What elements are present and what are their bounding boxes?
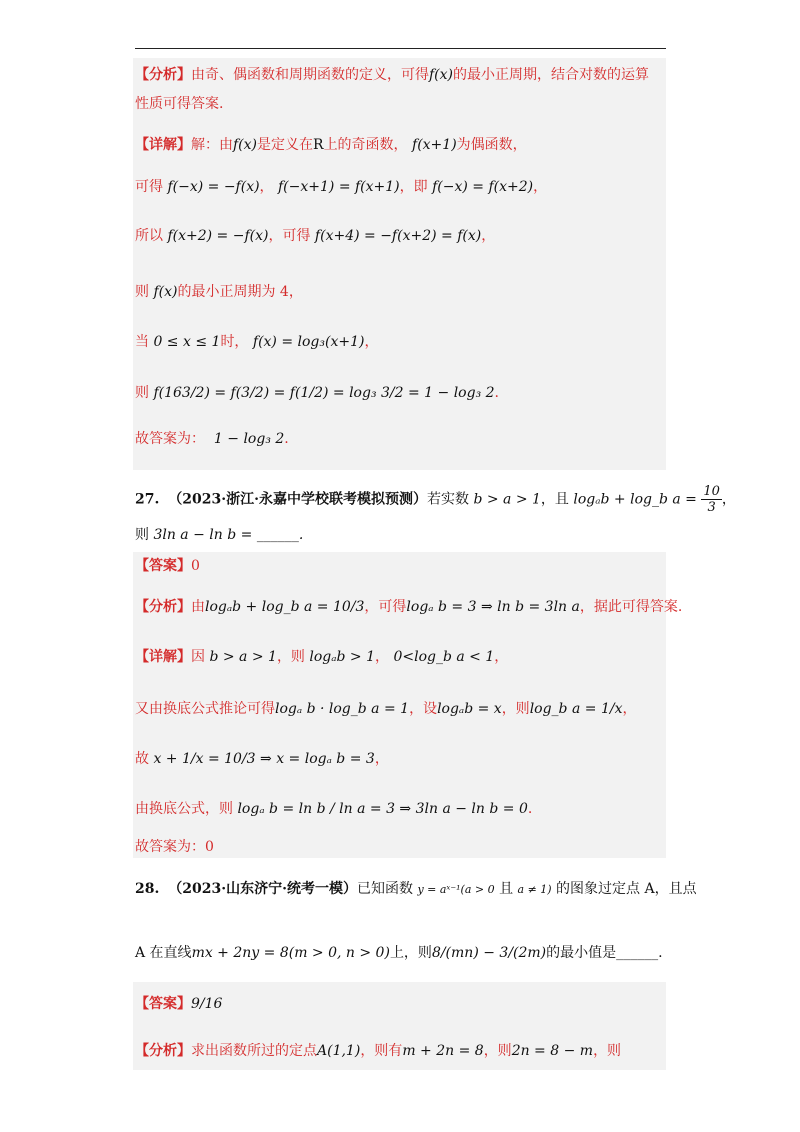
detail-line-4: 则 f(x)的最小正周期为 4， (135, 284, 303, 300)
answer-line-26: 故答案为： 1 − log₃ 2. (135, 431, 289, 447)
detail-27-line-1: 【详解】因 b > a > 1，则 logₐb > 1， 0<log_b a < 1， (135, 649, 509, 665)
analysis-27: 【分析】由logₐb + log_b a = 10/3，可得logₐ b = 3 ⇒ ln b = 3ln a，据此可得答案. (135, 599, 683, 615)
question-source: （2023·浙江·永嘉中学校联考模拟预测） (168, 491, 427, 508)
question-27-line-2: 则 3ln a − ln b = ______. (135, 527, 304, 543)
question-27-line-1: 27. （2023·浙江·永嘉中学校联考模拟预测）若实数 b > a > 1，且 logₐb + log_b a = $\frac{10}{3}$ ， (135, 484, 736, 515)
fraction: $\frac{10}{3}$ (703, 484, 720, 515)
analysis-line-2: 性质可得答案. (135, 96, 224, 112)
detail-tag: 【详解】 (135, 137, 191, 153)
analysis-line-1: 【分析】由奇、偶函数和周期函数的定义，可得f(x)的最小正周期，结合对数的运算 (135, 67, 650, 83)
solution-band-26 (133, 58, 666, 470)
analysis-tag: 【分析】 (135, 67, 191, 83)
question-28-line-2: A 在直线mx + 2ny = 8(m > 0, n > 0)上，则8/(mn) − 3/(2m)的最小值是______. (135, 945, 663, 961)
question-number: 27. (135, 491, 160, 508)
detail-27-line-3: 故 x + 1/x = 10/3 ⇒ x = logₐ b = 3， (135, 751, 389, 767)
answer-27: 【答案】0 (135, 558, 200, 574)
analysis-28: 【分析】求出函数所过的定点A(1,1)，则有m + 2n = 8，则2n = 8 − m，则 (135, 1043, 622, 1059)
detail-line-5: 当 0 ≤ x ≤ 1时， f(x) = log₃(x+1)， (135, 334, 379, 350)
detail-27-line-2: 又由换底公式推论可得logₐ b · log_b a = 1，设logₐb = x，则log_b a = 1/x， (135, 701, 637, 717)
answer-tag: 【答案】 (135, 558, 191, 574)
detail-line-3: 所以 f(x+2) = −f(x)，可得 f(x+4) = −f(x+2) = f(x)， (135, 228, 496, 244)
top-rule (135, 48, 666, 49)
question-28-line-1: 28. （2023·山东济宁·统考一模）已知函数 y = aˣ⁻¹(a > 0 且 a ≠ 1) 的图象过定点 A，且点 (135, 881, 697, 897)
detail-27-line-4: 由换底公式，则 logₐ b = ln b / ln a = 3 ⇒ 3ln a − ln b = 0. (135, 801, 533, 817)
detail-line-1: 【详解】解：由f(x)是定义在R上的奇函数， f(x+1)为偶函数， (135, 137, 527, 153)
detail-line-2: 可得 f(−x) = −f(x)， f(−x+1) = f(x+1)，即 f(−x) = f(x+2)， (135, 179, 548, 195)
detail-line-6: 则 f(163/2) = f(3/2) = f(1/2) = log₃ 3/2 = 1 − log₃ 2. (135, 385, 499, 401)
answer-28: 【答案】9/16 (135, 996, 223, 1012)
answer-line-27: 故答案为：0 (135, 839, 214, 855)
